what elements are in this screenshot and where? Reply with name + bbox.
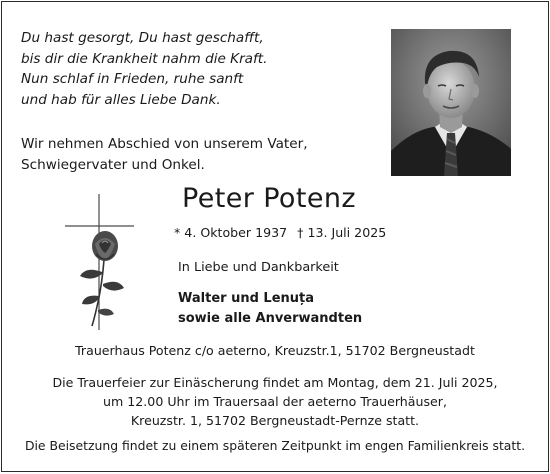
cross-with-rose-icon xyxy=(62,192,142,332)
deceased-name: Peter Potenz xyxy=(182,183,356,214)
obituary-notice xyxy=(1,1,549,472)
poem-line: Nun schlaf in Frieden, ruhe sanft xyxy=(21,71,244,87)
portrait-image xyxy=(391,29,511,176)
burial-note: Die Beisetzung findet zu einem späteren Zeitpunkt im engen Familienkreis statt. xyxy=(24,438,526,453)
mourners-names xyxy=(178,289,362,328)
ceremony-line: Kreuzstr. 1, 51702 Bergneustadt-Pernze statt. xyxy=(130,413,420,428)
poem-line: und hab für alles Liebe Dank. xyxy=(21,91,221,108)
birth-date: * 4. Oktober 1937 xyxy=(174,225,288,240)
death-date: † 13. Juli 2025 xyxy=(297,225,387,240)
ceremony-line: um 12.00 Uhr im Trauersaal der aeterno Trauerhäuser, xyxy=(103,394,447,409)
mourner-line: Walter und Lenuța xyxy=(178,291,315,306)
mourners-intro: In Liebe und Dankbarkeit xyxy=(178,260,339,275)
farewell-line: Schwiegervater und Onkel. xyxy=(21,156,205,173)
farewell-line: Wir nehmen Abschied von unserem Vater, xyxy=(21,136,308,152)
mourner-line: sowie alle Anverwandten xyxy=(178,310,363,326)
farewell-text xyxy=(21,134,308,175)
ceremony-details xyxy=(2,373,548,430)
ceremony-line: Die Trauerfeier zur Einäscherung findet am Montag, dem 21. Juli 2025, xyxy=(52,375,498,390)
memorial-poem xyxy=(21,28,267,110)
life-dates xyxy=(174,224,386,242)
poem-line: Du hast gesorgt, Du hast geschafft, xyxy=(21,30,264,46)
portrait-photo xyxy=(391,29,511,176)
poem-line: bis dir die Krankheit nahm die Kraft. xyxy=(21,50,268,67)
mourning-house-address: Trauerhaus Potenz c/o aeterno, Kreuzstr.1, 51702 Bergneustadt xyxy=(75,343,475,358)
